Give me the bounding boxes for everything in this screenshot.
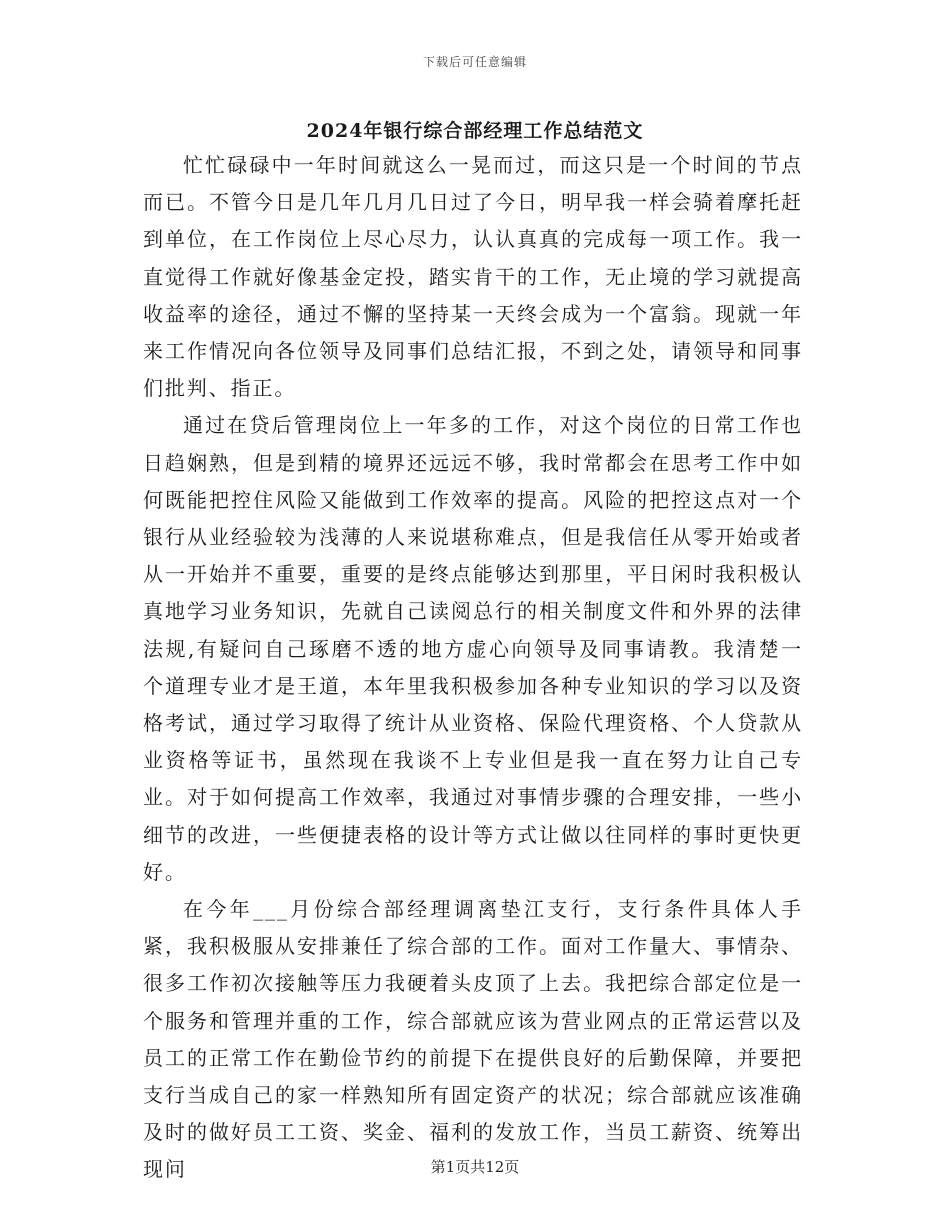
paragraph: 忙忙碌碌中一年时间就这么一晃而过，而这只是一个时间的节点而已。不管今日是几年几月几日过了今日，明早我一样会骑着摩托赶到单位，在工作岗位上尽心尽力，认认真真的完成每一项工作。我一直觉得工作就好像基金定投，踏实肯干的工作，无止境的学习就提高收益率的途径，通过不懈的坚持某一天终会成为一个富翁。现就一年来工作情况向各位领导及同事们总结汇报，不到之处，请领导和同事们批判、指正。: [143, 153, 803, 401]
document-title: 2024年银行综合部经理工作总结范文: [306, 120, 644, 142]
page-footer: 第1页共12页: [430, 1158, 520, 1176]
document-body: [143, 147, 803, 1189]
paragraph: 通过在贷后管理岗位上一年多的工作，对这个岗位的日常工作也日趋娴熟，但是到精的境界还远远不够，我时常都会在思考工作中如何既能把控住风险又能做到工作效率的提高。风险的把控这点对一个银行从业经验较为浅薄的人来说堪称难点，但是我信任从零开始或者从一开始并不重要，重要的是终点能够达到那里，平日闲时我积极认真地学习业务知识，先就自己读阅总行的相关制度文件和外界的法律法规,有疑问自己琢磨不透的地方虚心向领导及同事请教。我清楚一个道理专业才是王道，本年里我积极参加各种专业知识的学习以及资格考试，通过学习取得了统计从业资格、保险代理资格、个人贷款从业资格等证书，虽然现在我谈不上专业但是我一直在努力让自己专业。对于如何提高工作效率，我通过对事情步骤的合理安排，一些小细节的改进，一些便捷表格的设计等方式让做以往同样的事时更快更好。: [143, 413, 803, 884]
header-note: 下载后可任意编辑: [422, 55, 527, 69]
paragraph: 在今年___月份综合部经理调离垫江支行，支行条件具体人手紧，我积极服从安排兼任了综合部的工作。面对工作量大、事情杂、很多工作初次接触等压力我硬着头皮顶了上去。我把综合部定位是一个服务和管理并重的工作，综合部就应该为营业网点的正常运营以及员工的正常工作在勤俭节约的前提下在提供良好的后勤保障，并要把支行当成自己的家一样熟知所有固定资产的状况；综合部就应该准确及时的做好员工工资、奖金、福利的发放工作，当员工薪资、统筹出现问: [143, 897, 803, 1182]
